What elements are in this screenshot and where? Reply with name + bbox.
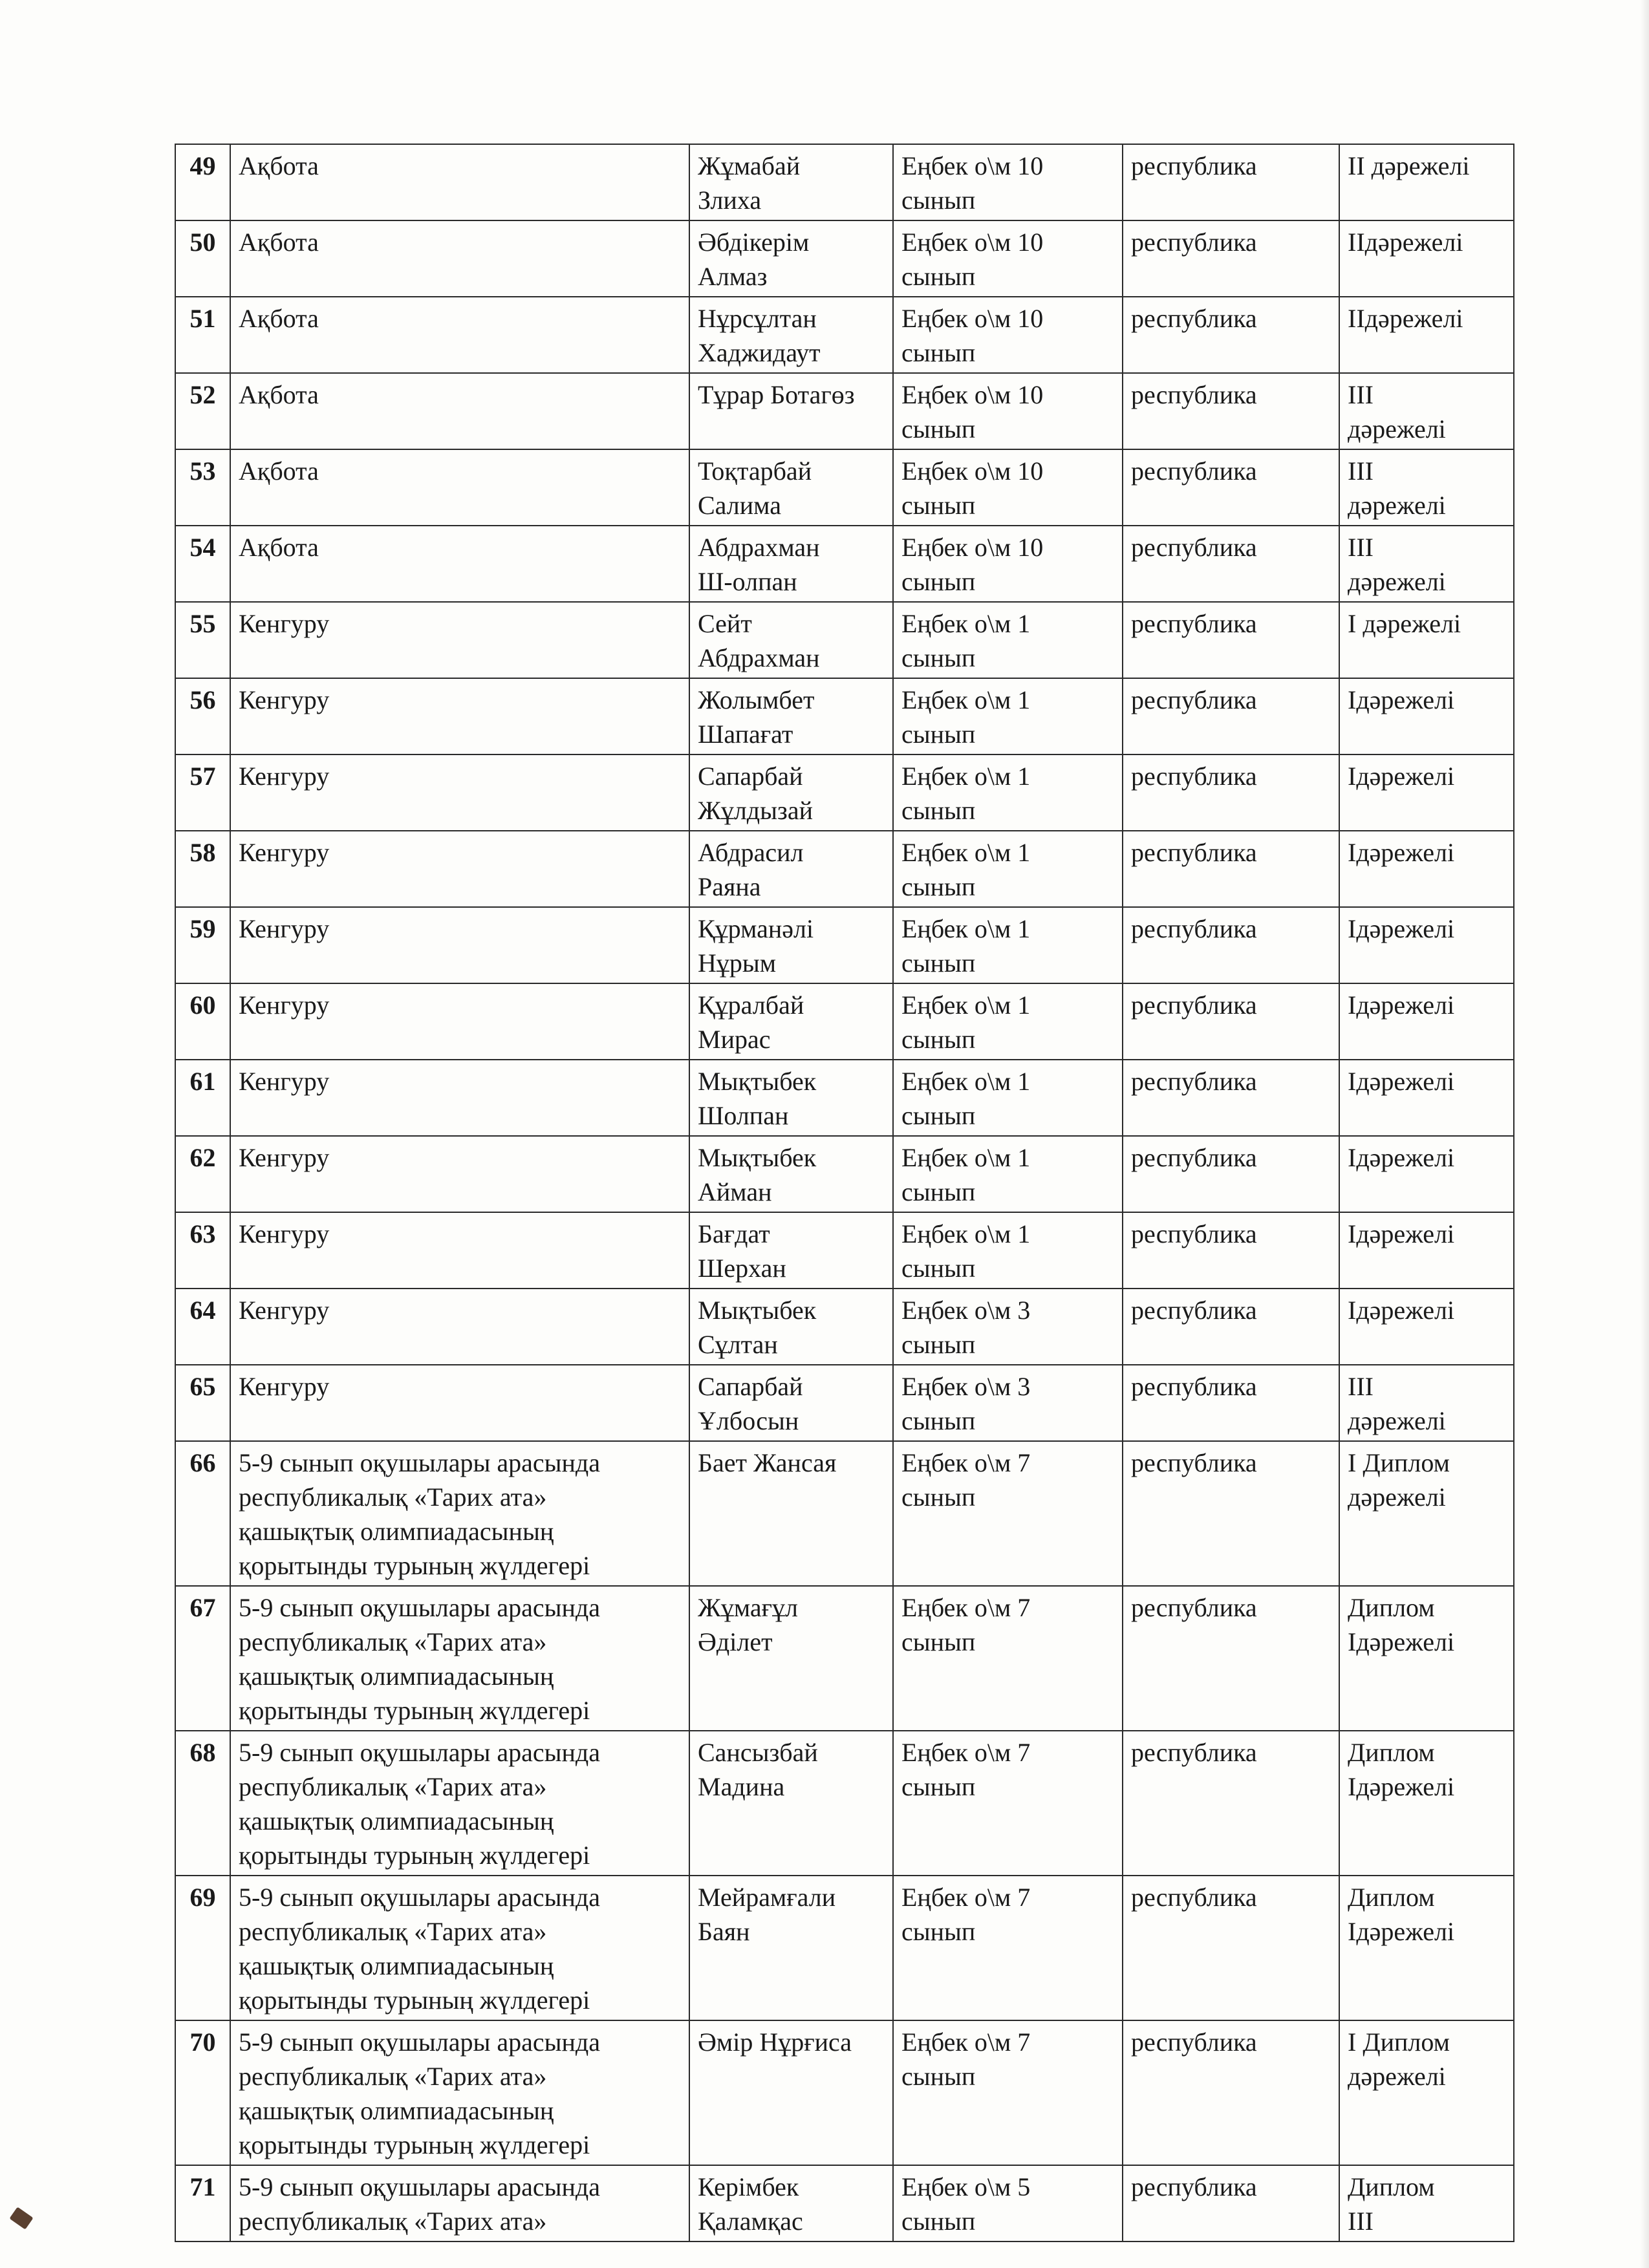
event-name-cell: Кенгуру (230, 907, 689, 983)
student-name-cell: Сейт Абдрахман (689, 602, 893, 678)
award-degree-cell: ІІ дәрежелі (1339, 144, 1514, 220)
award-degree-cell: ІІІ дәрежелі (1339, 449, 1514, 526)
row-number-cell: 50 (175, 220, 230, 297)
competition-level-cell: республика (1123, 831, 1339, 907)
row-number-cell: 65 (175, 1365, 230, 1441)
event-name-cell: Ақбота (230, 373, 689, 449)
award-degree-cell: І Диплом дәрежелі (1339, 1441, 1514, 1586)
competition-level-cell: республика (1123, 526, 1339, 602)
school-class-cell: Еңбек о\м 7 сынып (893, 1586, 1123, 1731)
school-class-cell: Еңбек о\м 7 сынып (893, 1731, 1123, 1876)
award-degree-cell: Ідәрежелі (1339, 907, 1514, 983)
school-class-cell: Еңбек о\м 7 сынып (893, 1876, 1123, 2020)
row-number-cell: 71 (175, 2165, 230, 2241)
row-number-cell: 56 (175, 678, 230, 754)
event-name-cell: Кенгуру (230, 1136, 689, 1212)
student-name-cell: Абдрахман Ш-олпан (689, 526, 893, 602)
table-row (175, 1365, 1514, 1441)
table-row (175, 754, 1514, 831)
competition-level-cell: республика (1123, 2020, 1339, 2165)
student-name-cell: Құрманәлі Нұрым (689, 907, 893, 983)
event-name-cell: 5-9 сынып оқушылары арасында республикалық «Тарих ата» қашықтық олимпиадасының қорытынды турының жүлдегері (230, 1731, 689, 1876)
event-name-cell: Ақбота (230, 220, 689, 297)
table-row (175, 678, 1514, 754)
event-name-cell: 5-9 сынып оқушылары арасында республикалық «Тарих ата» қашықтық олимпиадасының қорытынды турының жүлдегері (230, 1441, 689, 1586)
row-number-cell: 59 (175, 907, 230, 983)
row-number-cell: 68 (175, 1731, 230, 1876)
event-name-cell: 5-9 сынып оқушылары арасында республикалық «Тарих ата» қашықтық олимпиадасының қорытынды турының жүлдегері (230, 2020, 689, 2165)
student-name-cell: Сапарбай Ұлбосын (689, 1365, 893, 1441)
school-class-cell: Еңбек о\м 5 сынып (893, 2165, 1123, 2241)
scan-smudge (9, 2207, 33, 2229)
competition-level-cell: республика (1123, 678, 1339, 754)
event-name-cell: Ақбота (230, 526, 689, 602)
student-name-cell: Жолымбет Шапағат (689, 678, 893, 754)
event-name-cell: 5-9 сынып оқушылары арасында республикалық «Тарих ата» (230, 2165, 689, 2241)
row-number-cell: 54 (175, 526, 230, 602)
award-degree-cell: І дәрежелі (1339, 602, 1514, 678)
row-number-cell: 63 (175, 1212, 230, 1289)
row-number-cell: 58 (175, 831, 230, 907)
student-name-cell: Бағдат Шерхан (689, 1212, 893, 1289)
row-number-cell: 62 (175, 1136, 230, 1212)
row-number-cell: 52 (175, 373, 230, 449)
award-degree-cell: ІІІ дәрежелі (1339, 373, 1514, 449)
student-name-cell: Жұмағұл Әділет (689, 1586, 893, 1731)
awards-table-body (175, 144, 1514, 2241)
row-number-cell: 51 (175, 297, 230, 373)
school-class-cell: Еңбек о\м 1 сынып (893, 602, 1123, 678)
school-class-cell: Еңбек о\м 3 сынып (893, 1365, 1123, 1441)
row-number-cell: 55 (175, 602, 230, 678)
school-class-cell: Еңбек о\м 1 сынып (893, 1212, 1123, 1289)
school-class-cell: Еңбек о\м 1 сынып (893, 907, 1123, 983)
award-degree-cell: ІІдәрежелі (1339, 220, 1514, 297)
award-degree-cell: Диплом ІІІ (1339, 2165, 1514, 2241)
school-class-cell: Еңбек о\м 7 сынып (893, 1441, 1123, 1586)
table-row (175, 1586, 1514, 1731)
school-class-cell: Еңбек о\м 10 сынып (893, 449, 1123, 526)
event-name-cell: Кенгуру (230, 678, 689, 754)
student-name-cell: Тоқтарбай Салима (689, 449, 893, 526)
scan-edge-shadow (1640, 0, 1649, 2268)
award-degree-cell: Ідәрежелі (1339, 1212, 1514, 1289)
award-degree-cell: Диплом Ідәрежелі (1339, 1876, 1514, 2020)
student-name-cell: Жұмабай Злиха (689, 144, 893, 220)
award-degree-cell: Ідәрежелі (1339, 831, 1514, 907)
table-row (175, 1060, 1514, 1136)
table-row (175, 602, 1514, 678)
award-degree-cell: Ідәрежелі (1339, 754, 1514, 831)
competition-level-cell: республика (1123, 373, 1339, 449)
school-class-cell: Еңбек о\м 10 сынып (893, 220, 1123, 297)
competition-level-cell: республика (1123, 1136, 1339, 1212)
student-name-cell: Сапарбай Жұлдызай (689, 754, 893, 831)
award-degree-cell: ІІдәрежелі (1339, 297, 1514, 373)
event-name-cell: Кенгуру (230, 754, 689, 831)
student-name-cell: Мықтыбек Айман (689, 1136, 893, 1212)
student-name-cell: Мықтыбек Сұлтан (689, 1289, 893, 1365)
school-class-cell: Еңбек о\м 3 сынып (893, 1289, 1123, 1365)
competition-level-cell: республика (1123, 1586, 1339, 1731)
student-name-cell: Әмір Нұрғиса (689, 2020, 893, 2165)
school-class-cell: Еңбек о\м 1 сынып (893, 754, 1123, 831)
school-class-cell: Еңбек о\м 7 сынып (893, 2020, 1123, 2165)
row-number-cell: 70 (175, 2020, 230, 2165)
award-degree-cell: Ідәрежелі (1339, 1289, 1514, 1365)
event-name-cell: Кенгуру (230, 1060, 689, 1136)
award-degree-cell: Ідәрежелі (1339, 1060, 1514, 1136)
table-row (175, 2165, 1514, 2241)
competition-level-cell: республика (1123, 1441, 1339, 1586)
event-name-cell: Кенгуру (230, 983, 689, 1060)
competition-level-cell: республика (1123, 754, 1339, 831)
competition-level-cell: республика (1123, 1365, 1339, 1441)
school-class-cell: Еңбек о\м 10 сынып (893, 297, 1123, 373)
school-class-cell: Еңбек о\м 1 сынып (893, 983, 1123, 1060)
student-name-cell: Сансызбай Мадина (689, 1731, 893, 1876)
table-row (175, 1876, 1514, 2020)
competition-level-cell: республика (1123, 1731, 1339, 1876)
table-row (175, 831, 1514, 907)
table-row (175, 907, 1514, 983)
event-name-cell: Кенгуру (230, 831, 689, 907)
competition-level-cell: республика (1123, 449, 1339, 526)
event-name-cell: Ақбота (230, 449, 689, 526)
event-name-cell: 5-9 сынып оқушылары арасында республикалық «Тарих ата» қашықтық олимпиадасының қорытынды турының жүлдегері (230, 1586, 689, 1731)
competition-level-cell: республика (1123, 220, 1339, 297)
competition-level-cell: республика (1123, 2165, 1339, 2241)
competition-level-cell: республика (1123, 297, 1339, 373)
competition-level-cell: республика (1123, 1212, 1339, 1289)
student-name-cell: Мықтыбек Шолпан (689, 1060, 893, 1136)
student-name-cell: Әбдікерім Алмаз (689, 220, 893, 297)
award-degree-cell: ІІІ дәрежелі (1339, 1365, 1514, 1441)
student-name-cell: Абдрасил Раяна (689, 831, 893, 907)
row-number-cell: 66 (175, 1441, 230, 1586)
school-class-cell: Еңбек о\м 1 сынып (893, 678, 1123, 754)
row-number-cell: 57 (175, 754, 230, 831)
competition-level-cell: республика (1123, 907, 1339, 983)
competition-level-cell: республика (1123, 1876, 1339, 2020)
table-row (175, 1441, 1514, 1586)
school-class-cell: Еңбек о\м 10 сынып (893, 526, 1123, 602)
student-name-cell: Керімбек Қаламқас (689, 2165, 893, 2241)
table-row (175, 1731, 1514, 1876)
competition-level-cell: республика (1123, 144, 1339, 220)
table-row (175, 297, 1514, 373)
competition-level-cell: республика (1123, 1289, 1339, 1365)
student-name-cell: Бает Жансая (689, 1441, 893, 1586)
school-class-cell: Еңбек о\м 10 сынып (893, 373, 1123, 449)
student-name-cell: Мейрамғали Баян (689, 1876, 893, 2020)
competition-level-cell: республика (1123, 1060, 1339, 1136)
row-number-cell: 64 (175, 1289, 230, 1365)
school-class-cell: Еңбек о\м 10 сынып (893, 144, 1123, 220)
table-row (175, 220, 1514, 297)
event-name-cell: Ақбота (230, 144, 689, 220)
event-name-cell: Кенгуру (230, 1289, 689, 1365)
event-name-cell: Ақбота (230, 297, 689, 373)
row-number-cell: 49 (175, 144, 230, 220)
award-degree-cell: Ідәрежелі (1339, 983, 1514, 1060)
table-row (175, 1289, 1514, 1365)
table-row (175, 526, 1514, 602)
row-number-cell: 67 (175, 1586, 230, 1731)
school-class-cell: Еңбек о\м 1 сынып (893, 831, 1123, 907)
row-number-cell: 61 (175, 1060, 230, 1136)
table-row (175, 983, 1514, 1060)
student-name-cell: Құралбай Мирас (689, 983, 893, 1060)
table-row (175, 373, 1514, 449)
award-degree-cell: І Диплом дәрежелі (1339, 2020, 1514, 2165)
row-number-cell: 69 (175, 1876, 230, 2020)
competition-level-cell: республика (1123, 983, 1339, 1060)
table-row (175, 1136, 1514, 1212)
event-name-cell: Кенгуру (230, 1212, 689, 1289)
table-row (175, 449, 1514, 526)
award-degree-cell: Ідәрежелі (1339, 678, 1514, 754)
award-degree-cell: ІІІ дәрежелі (1339, 526, 1514, 602)
table-row (175, 1212, 1514, 1289)
row-number-cell: 60 (175, 983, 230, 1060)
student-name-cell: Нұрсұлтан Хаджидаут (689, 297, 893, 373)
event-name-cell: Кенгуру (230, 1365, 689, 1441)
row-number-cell: 53 (175, 449, 230, 526)
award-degree-cell: Диплом Ідәрежелі (1339, 1731, 1514, 1876)
awards-table (175, 144, 1514, 2242)
competition-level-cell: республика (1123, 602, 1339, 678)
award-degree-cell: Ідәрежелі (1339, 1136, 1514, 1212)
table-row (175, 144, 1514, 220)
school-class-cell: Еңбек о\м 1 сынып (893, 1136, 1123, 1212)
award-degree-cell: Диплом Ідәрежелі (1339, 1586, 1514, 1731)
school-class-cell: Еңбек о\м 1 сынып (893, 1060, 1123, 1136)
event-name-cell: 5-9 сынып оқушылары арасында республикалық «Тарих ата» қашықтық олимпиадасының қорытынды турының жүлдегері (230, 1876, 689, 2020)
table-row (175, 2020, 1514, 2165)
student-name-cell: Тұрар Ботагөз (689, 373, 893, 449)
event-name-cell: Кенгуру (230, 602, 689, 678)
